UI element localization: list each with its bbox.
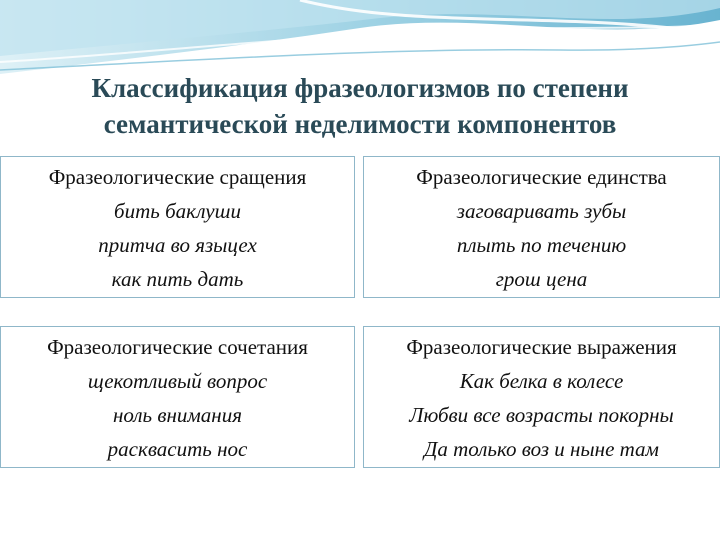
- cell-example: Любви все возрасты покорны: [409, 403, 674, 427]
- cell-example: Да только воз и ныне там: [424, 437, 659, 461]
- cell-heading: Фразеологические сочетания: [47, 335, 308, 359]
- cell-fused-idioms: [0, 156, 355, 298]
- cell-heading: Фразеологические выражения: [406, 335, 677, 359]
- slide-title-line-1: Классификация фразеологизмов по степени: [91, 73, 629, 103]
- cell-heading: Фразеологические сращения: [48, 165, 307, 189]
- cell-example: заговаривать зубы: [456, 199, 627, 223]
- cell-example: расквасить нос: [107, 437, 248, 461]
- cell-example: ноль внимания: [113, 403, 242, 427]
- cell-unity-idioms: [363, 156, 720, 298]
- cell-example: как пить дать: [111, 267, 244, 291]
- cell-heading: Фразеологические единства: [416, 165, 667, 189]
- cell-example: Как белка в колесе: [459, 369, 624, 393]
- cell-example: притча во языцех: [98, 233, 257, 257]
- header-wave-decoration: [0, 0, 720, 80]
- slide-title-line-2: семантической неделимости компонентов: [103, 109, 617, 139]
- cell-example: щекотливый вопрос: [87, 369, 268, 393]
- cell-expression-idioms: [363, 326, 720, 468]
- cell-example: бить баклуши: [114, 199, 241, 223]
- cell-example: плыть по течению: [456, 233, 627, 257]
- slide-title: [0, 70, 720, 142]
- cell-combination-idioms: [0, 326, 355, 468]
- cell-example: грош цена: [495, 267, 588, 291]
